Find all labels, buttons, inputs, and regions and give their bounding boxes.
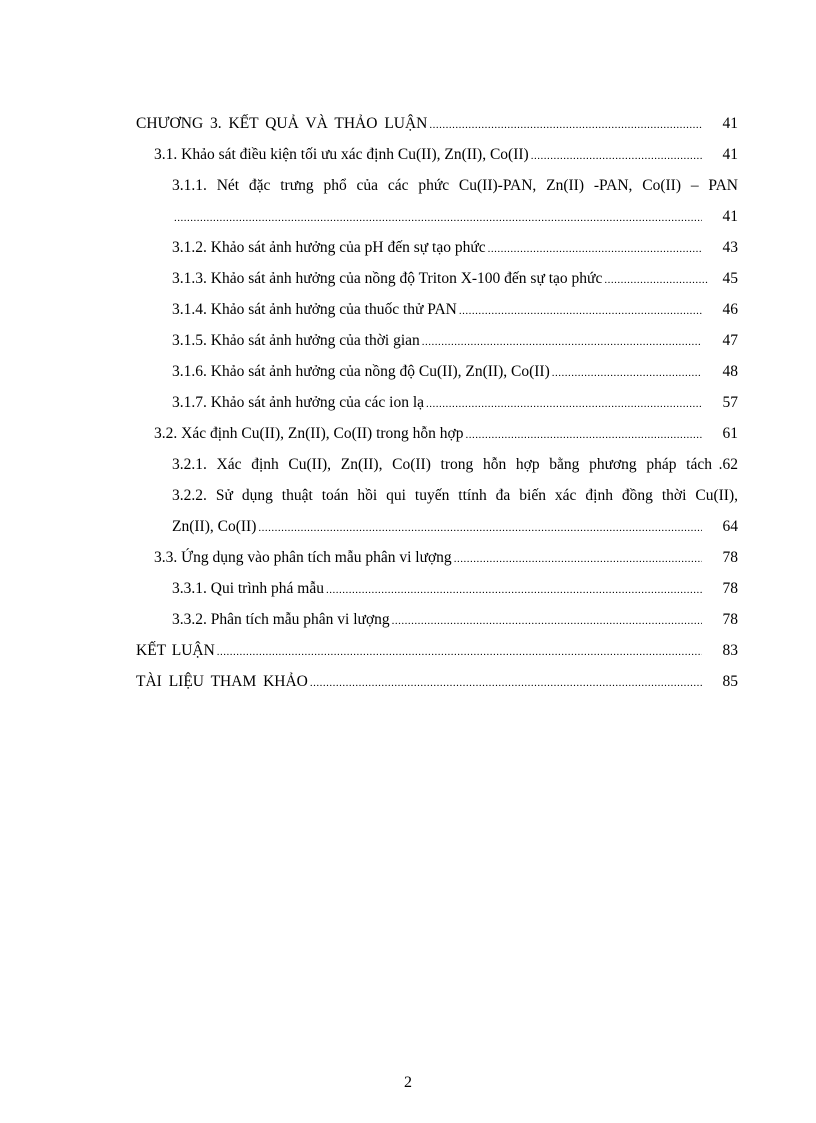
toc-entry-title: 3.1.6. Khảo sát ảnh hưởng của nồng độ Cu(II), Zn(II), Co(II)	[172, 363, 550, 380]
toc-entry-page: .62	[718, 456, 738, 473]
toc-entry-page: 64	[722, 518, 738, 535]
dot-leader	[217, 642, 702, 662]
dot-leader	[459, 301, 702, 321]
toc-entry-page: 57	[722, 394, 738, 411]
toc-entry-title: 3.3.2. Phân tích mẫu phân vi lượng	[172, 611, 390, 628]
toc-entry-3-1-3[interactable]	[172, 269, 738, 290]
dot-leader	[604, 270, 708, 290]
toc-entry-page: 61	[722, 425, 738, 442]
toc-entry-3-1-1-cont	[172, 207, 738, 228]
toc-entry-page: 47	[722, 332, 738, 349]
toc-entry-page: 41	[722, 115, 738, 132]
toc-entry-title: 3.1.3. Khảo sát ảnh hưởng của nồng độ Triton X-100 đến sự tạo phức	[172, 270, 603, 287]
toc-entry-page: 78	[722, 549, 738, 566]
toc-entry-title: KẾT LUẬN	[136, 642, 215, 659]
dot-leader	[488, 239, 702, 259]
toc-entry-title: 3.1.4. Khảo sát ảnh hưởng của thuốc thử PAN	[172, 301, 457, 318]
toc-entry-page: 43	[722, 239, 738, 256]
toc-entry-page: 78	[722, 580, 738, 597]
dot-leader	[310, 673, 702, 693]
toc-entry-3-2[interactable]	[154, 424, 738, 445]
toc-entry-3-3-1[interactable]	[172, 579, 738, 600]
toc-entry-title: 3.3. Ứng dụng vào phân tích mẫu phân vi lượng	[154, 549, 452, 566]
toc-entry-title: CHƯƠNG 3. KẾT QUẢ VÀ THẢO LUẬN	[136, 115, 428, 132]
toc-entry-3-1[interactable]	[154, 145, 738, 166]
toc-entry-page: 46	[722, 301, 738, 318]
toc-entry-title: 3.1.7. Khảo sát ảnh hưởng của các ion lạ	[172, 394, 425, 411]
toc-entry-3-1-7[interactable]	[172, 393, 738, 414]
toc-entry-3-1-4[interactable]	[172, 300, 738, 321]
toc-entry-chapter-3[interactable]	[136, 114, 738, 135]
toc-entry-3-1-1[interactable]	[172, 176, 738, 196]
dot-leader	[174, 208, 702, 228]
toc-entry-3-2-2-cont	[172, 517, 738, 538]
toc-entry-title: 3.1. Khảo sát điều kiện tối ưu xác định Cu(II), Zn(II), Co(II)	[154, 146, 529, 163]
toc-entry-3-1-5[interactable]	[172, 331, 738, 352]
toc-entry-3-3-2[interactable]	[172, 610, 738, 631]
toc-entry-title: 3.1.2. Khảo sát ảnh hưởng của pH đến sự tạo phức	[172, 239, 486, 256]
dot-leader	[429, 115, 702, 135]
toc-entry-title-cont: Zn(II), Co(II)	[172, 518, 257, 535]
dot-leader	[326, 580, 702, 600]
toc-entry-page: 78	[722, 611, 738, 628]
toc-entry-title: 3.2.2. Sử dụng thuật toán hồi qui tuyến ttính đa biến xác định đồng thời Cu(II),	[172, 487, 738, 504]
dot-leader	[454, 549, 702, 569]
toc-entry-title: 3.3.1. Qui trình phá mẫu	[172, 580, 324, 597]
toc-entry-page: 85	[722, 673, 738, 690]
toc-entry-title: 3.2. Xác định Cu(II), Zn(II), Co(II) trong hỗn hợp	[154, 425, 464, 442]
toc-entry-3-2-1[interactable]	[172, 455, 738, 475]
toc-entry-3-1-2[interactable]	[172, 238, 738, 259]
dot-leader	[466, 425, 702, 445]
toc-entry-title: 3.1.5. Khảo sát ảnh hưởng của thời gian	[172, 332, 420, 349]
dot-leader	[552, 363, 702, 383]
dot-leader	[258, 518, 702, 538]
toc-entry-conclusion[interactable]	[136, 641, 738, 662]
page-number: 2	[404, 1074, 412, 1091]
toc-entry-page: 48	[722, 363, 738, 380]
dot-leader	[531, 146, 702, 166]
toc-entry-page: 41	[722, 208, 738, 225]
dot-leader	[422, 332, 702, 352]
toc-entry-page: 41	[722, 146, 738, 163]
toc-entry-title: 3.2.1. Xác định Cu(II), Zn(II), Co(II) trong hỗn hợp bằng phương pháp tách	[172, 456, 712, 473]
toc-entry-page: 83	[722, 642, 738, 659]
toc-entry-page: 45	[722, 270, 738, 287]
dot-leader	[392, 611, 702, 631]
toc-entry-3-2-2[interactable]	[172, 486, 738, 506]
dot-leader	[426, 394, 702, 414]
toc-entry-title: TÀI LIỆU THAM KHẢO	[136, 673, 308, 690]
toc-entry-title: 3.1.1. Nét đặc trưng phổ của các phức Cu(II)-PAN, Zn(II) -PAN, Co(II) – PAN	[172, 177, 738, 194]
toc-entry-3-3[interactable]	[154, 548, 738, 569]
toc-entry-3-1-6[interactable]	[172, 362, 738, 383]
toc-entry-references[interactable]	[136, 672, 738, 693]
